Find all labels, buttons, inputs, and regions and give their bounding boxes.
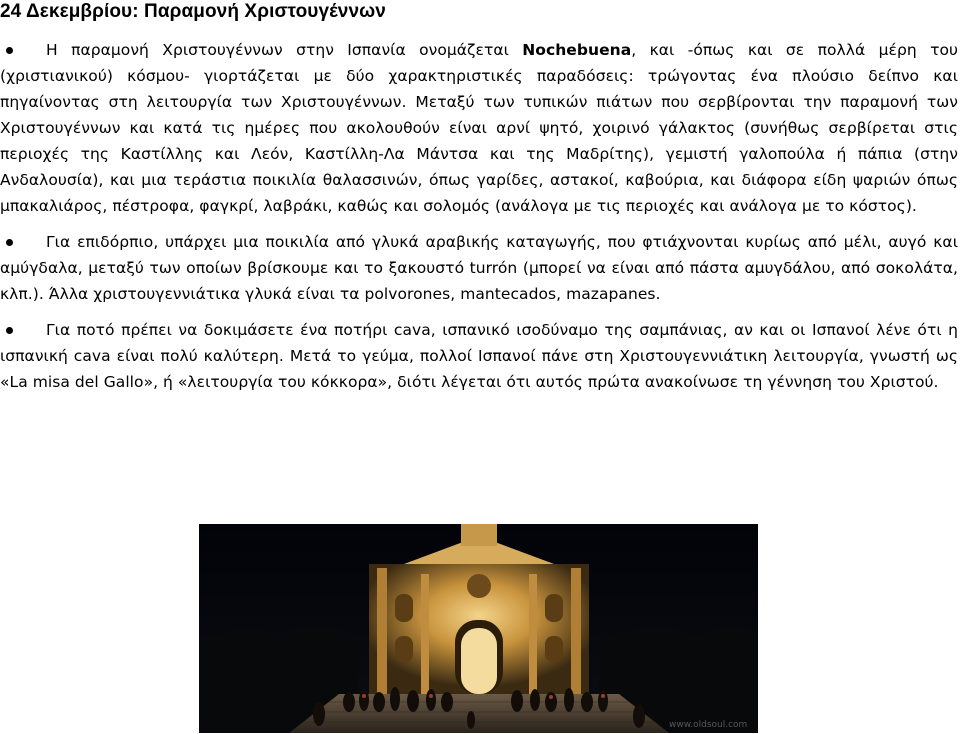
church-night-photo [199, 524, 758, 733]
paragraph-text: Για επιδόρπιο, υπάρχει μια ποικιλία από γλυκά αραβικής καταγωγής, που φτιάχνονται κυρίως από μέλι, αυγό και αμύγδαλα, μεταξύ των οποίων βρίσκουμε και το ξακουστό turrón (μπορεί να είναι από πάστα αμυγδάλου, από σοκολάτα, κλπ.). Άλλα χριστουγεννιάτικα γλυκά είναι τα polvorones, mantecados, mazapanes. [0, 233, 958, 303]
paragraph-text: , και -όπως και σε πολλά μέρη του (χριστιανικού) κόσμου- γιορτάζεται με δύο χαρακτηριστικές παραδόσεις: τρώγοντας ένα πλούσιο δείπνο και πηγαίνοντας στη λειτουργία των Χριστουγέννων. Μεταξύ των τυπικών πιάτων που σερβίρονται την παραμονή των Χριστουγέννων και κατά τις ημέρες που ακολουθούν είναι αρνί ψητό, χοιρινό γάλακτος (συνήθως σερβίρεται στις περιοχές της Καστίλλης και Λεόν, Καστίλλη-Λα Μάντσα και της Μαδρίτης), γεμιστή γαλοπούλα ή πάπια (στην Ανδαλουσία), και μια τεράστια ποικιλία θαλασσινών, όπως γαρίδες, αστακοί, καβούρια, και διάφορα είδη ψαριών όπως μπακαλιάρος, πέστροφα, φαγκρί, λαβράκι, καθώς και σολομός (ανάλογα με τις περιοχές και ανάλογα με το κόστος). [0, 41, 959, 215]
page-title: 24 Δεκεμβρίου: Παραμονή Χριστουγέννων [0, 1, 386, 22]
paragraph-drink [0, 317, 958, 395]
paragraph-text: Για ποτό πρέπει να δοκιμάσετε ένα ποτήρι cava, ισπανικό ισοδύναμο της σαμπάνιας, αν και οι Ισπανοί λένε ότι η ισπανική cava είναι πολύ καλύτερη. Μετά το γεύμα, πολλοί Ισπανοί πάνε στη Χριστουγεννιάτικη λειτουργία, γνωστή ως «La misa del Gallo», ή «λειτουργία του κόκκορα», διότι λέγεται ότι αυτός πρώτα ανακοίνωσε τη γέννηση του Χριστού. [0, 321, 958, 391]
document-body [0, 37, 958, 395]
bold-term: Nochebuena [522, 41, 632, 59]
paragraph-text: Η παραμονή Χριστουγέννων στην Ισπανία ονομάζεται [46, 41, 523, 59]
photo-watermark: www.oldsoul.com [669, 720, 748, 730]
paragraph-dessert [0, 229, 958, 307]
paragraph-dinner [0, 37, 958, 219]
